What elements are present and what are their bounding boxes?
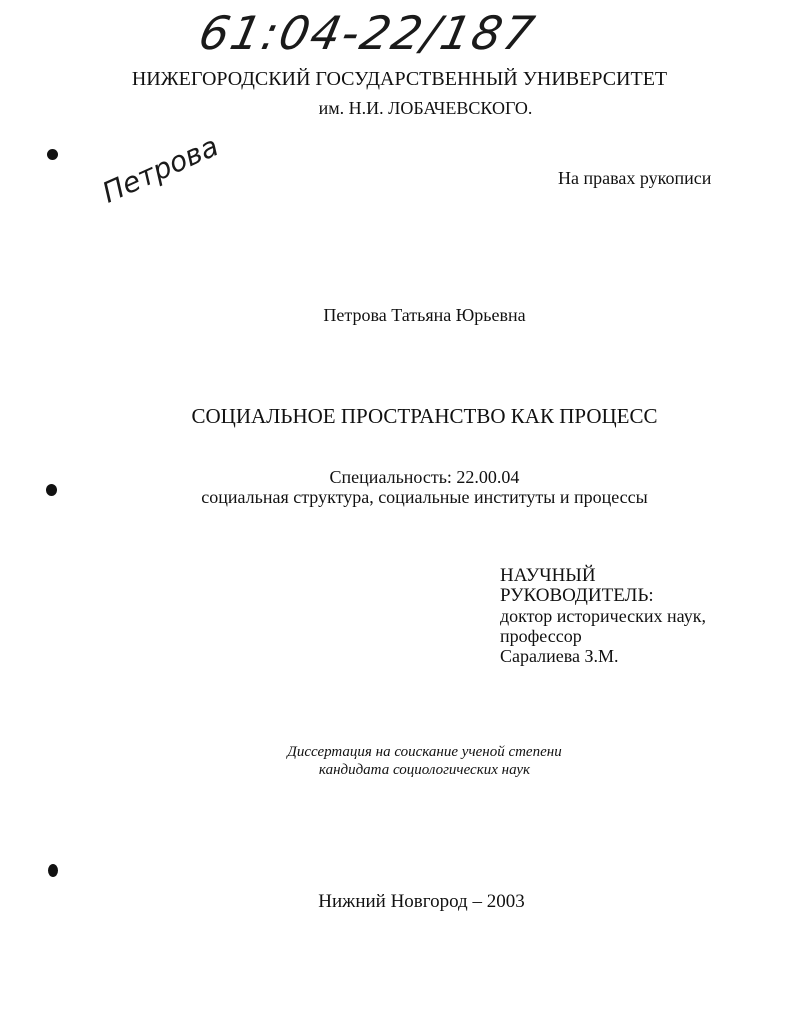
university-name: НИЖЕГОРОДСКИЙ ГОСУДАРСТВЕННЫЙ УНИВЕРСИТЕТ [131,68,668,90]
dissertation-title: СОЦИАЛЬНОЕ ПРОСТРАНСТВО КАК ПРОЦЕСС [191,404,658,428]
supervisor-degree: доктор исторических наук, [500,606,706,626]
university-subtitle: им. Н.И. ЛОБАЧЕВСКОГО. [318,98,533,118]
author-name: Петрова Татьяна Юрьевна [323,305,526,325]
handwritten-signature: Петрова [97,129,224,210]
city-year: Нижний Новгород – 2003 [318,891,525,912]
supervisor-rank: профессор [500,626,582,646]
specialty-code: Специальность: 22.00.04 [329,467,520,487]
specialty-description: социальная структура, социальные институты и процессы [201,487,648,507]
dissertation-degree-line2: кандидата социологических наук [318,762,531,778]
supervisor-heading-continued: РУКОВОДИТЕЛЬ: [500,585,654,606]
punch-hole-mark [47,149,58,160]
supervisor-name: Саралиева З.М. [500,646,619,666]
supervisor-heading: НАУЧНЫЙ [500,565,596,586]
archive-number-handwritten: 61:04-22/187 [194,6,541,60]
dissertation-degree-line1: Диссертация на соискание ученой степени [287,744,562,760]
manuscript-rights-label: На правах рукописи [558,168,712,188]
punch-hole-mark [48,864,58,877]
